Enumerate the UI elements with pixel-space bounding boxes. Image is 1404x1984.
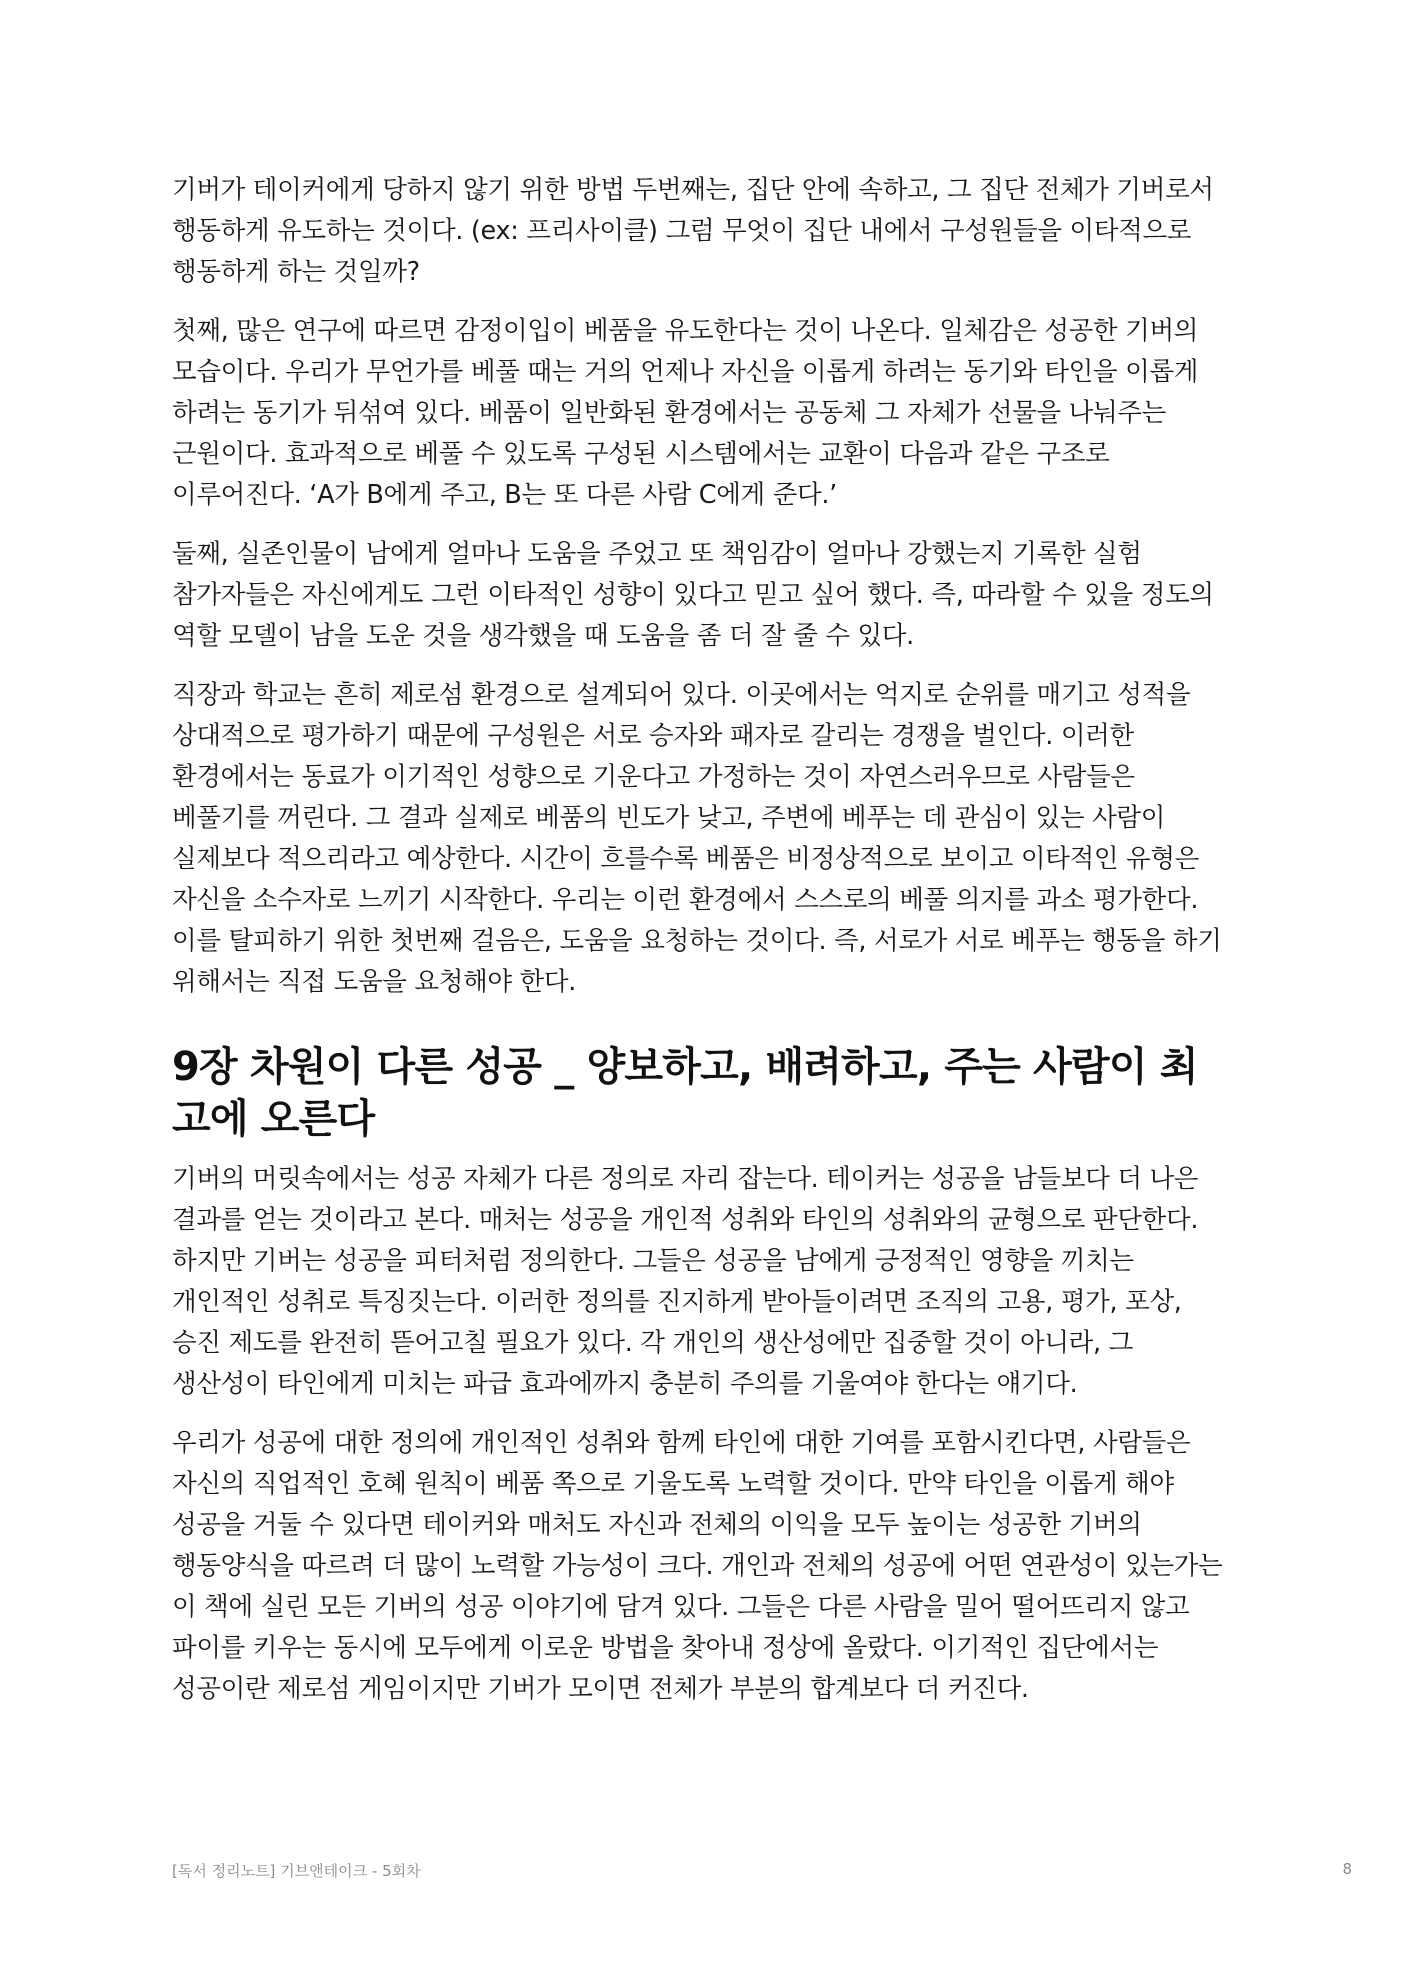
page-footer [172, 1860, 1352, 1881]
paragraph-second-role-model: 둘째, 실존인물이 남에게 얼마나 도움을 주었고 또 책임감이 얼마나 강했는지 기록한 실험 참가자들은 자신에게도 그런 이타적인 성향이 있다고 믿고 싶어 했다. 즉, 따라할 수 있을 정도의 역할 모델이 남을 도운 것을 생각했을 때 도움을 좀 더 잘 줄 수 있다. [172, 539, 1214, 651]
paragraph-first-empathy: 첫째, 많은 연구에 따르면 감정이입이 베품을 유도한다는 것이 나온다. 일체감은 성공한 기버의 모습이다. 우리가 무언가를 베풀 때는 거의 언제나 자신을 이롭게 하려는 동기와 타인을 이롭게 하려는 동기가 뒤섞여 있다. 베품이 일반화된 환경에서는 공동체 그 자체가 선물을 나눠주는 근원이다. 효과적으로 베풀 수 있도록 구성된 시스템에서는 교환이 다음과 같은 구조로 이루어진다. ‘A가 B에게 주고, B는 또 다른 사람 C에게 준다.’ [172, 316, 1199, 510]
chapter-heading: 9장 차원이 다른 성공 _ 양보하고, 배려하고, 주는 사람이 최고에 오른다 [172, 1044, 1198, 1142]
paragraph-success-contribution: 우리가 성공에 대한 정의에 개인적인 성취와 함께 타인에 대한 기여를 포함시킨다면, 사람들은 자신의 직업적인 호혜 원칙이 베품 쪽으로 기울도록 노력할 것이다. 만약 타인을 이롭게 해야 성공을 거둘 수 있다면 테이커와 매처도 자신과 전체의 이익을 모두 높이는 성공한 기버의 행동양식을 따르려 더 많이 노력할 가능성이 크다. 개인과 전체의 성공에 어떤 연관성이 있는가는 이 책에 실린 모든 기버의 성공 이야기에 담겨 있다. 그들은 다른 사람을 밀어 떨어뜨리지 않고 파이를 키우는 동시에 모두에게 이로운 방법을 찾아내 정상에 올랐다. 이기적인 집단에서는 성공이란 제로섬 게임이지만 기버가 모이면 전체가 부분의 합계보다 더 커진다. [172, 1428, 1223, 1704]
paragraph-zero-sum-environment: 직장과 학교는 흔히 제로섬 환경으로 설계되어 있다. 이곳에서는 억지로 순위를 매기고 성적을 상대적으로 평가하기 때문에 구성원은 서로 승자와 패자로 갈리는 경쟁을 벌인다. 이러한 환경에서는 동료가 이기적인 성향으로 기운다고 가정하는 것이 자연스러우므로 사람들은 베풀기를 꺼린다. 그 결과 실제로 베품의 빈도가 낮고, 주변에 베푸는 데 관심이 있는 사람이 실제보다 적으리라고 예상한다. 시간이 흐를수록 베품은 비정상적으로 보이고 이타적인 유형은 자신을 소수자로 느끼기 시작한다. 우리는 이런 환경에서 스스로의 베풀 의지를 과소 평가한다. 이를 탈피하기 위한 첫번째 걸음은, 도움을 요청하는 것이다. 즉, 서로가 서로 베푸는 행동을 하기 위해서는 직접 도움을 요청해야 한다. [172, 680, 1222, 997]
footer-doc-title: [독서 정리노트] 기브앤테이크 - 5회차 [172, 1862, 421, 1880]
paragraph-success-definition: 기버의 머릿속에서는 성공 자체가 다른 정의로 자리 잡는다. 테이커는 성공을 남들보다 더 나은 결과를 얻는 것이라고 본다. 매처는 성공을 개인적 성취와 타인의 성취와의 균형으로 판단한다. 하지만 기버는 성공을 피터처럼 정의한다. 그들은 성공을 남에게 긍정적인 영향을 끼치는 개인적인 성취로 특징짓는다. 이러한 정의를 진지하게 받아들이려면 조직의 고용, 평가, 포상, 승진 제도를 완전히 뜯어고칠 필요가 있다. 각 개인의 생산성에만 집중할 것이 아니라, 그 생산성이 타인에게 미치는 파급 효과에까지 충분히 주의를 기울여야 한다는 얘기다. [172, 1164, 1199, 1399]
page-body [172, 170, 1234, 1728]
paragraph-second-method: 기버가 테이커에게 당하지 않기 위한 방법 두번째는, 집단 안에 속하고, 그 집단 전체가 기버로서 행동하게 유도하는 것이다. (ex: 프리사이클) 그럼 무엇이 집단 내에서 구성원들을 이타적으로 행동하게 하는 것일까? [172, 175, 1214, 287]
footer-page-number: 8 [1342, 1860, 1352, 1878]
